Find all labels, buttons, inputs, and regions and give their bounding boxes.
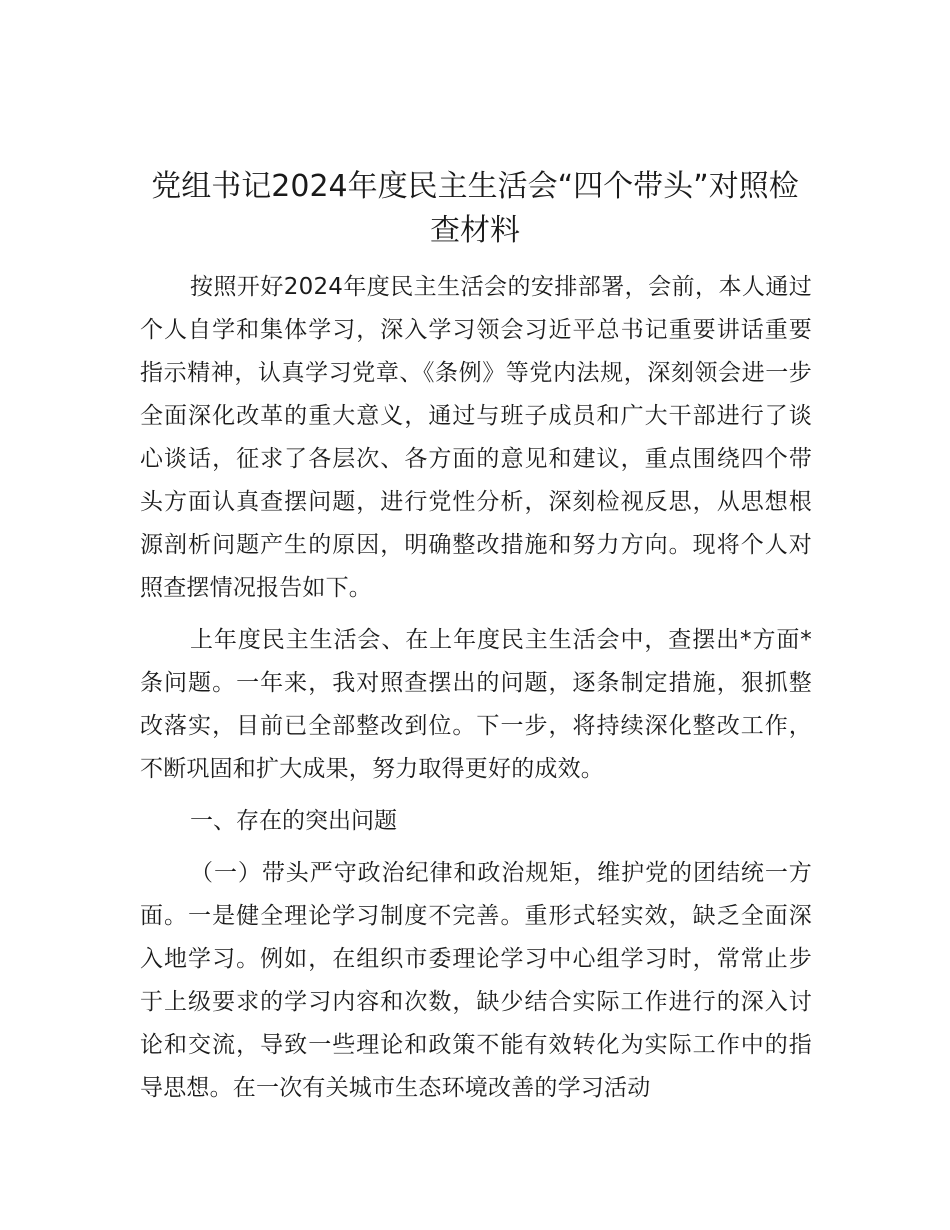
paragraph-section-one: （一）带头严守政治纪律和政治规矩，维护党的团结统一方面。一是健全理论学习制度不完善。重形式轻实效，缺乏全面深入地学习。例如，在组织市委理论学习中心组学习时，常常止步于上级要求的学习内容和次数，缺少结合实际工作进行的深入讨论和交流，导致一些理论和政策不能有效转化为实际工作中的指导思想。在一次有关城市生态环境改善的学习活动 [140,860,812,1101]
section-heading: 一、存在的突出问题 [190,808,397,834]
paragraph-previous-issues: 上年度民主生活会、在上年度民主生活会中，查摆出*方面*条问题。一年来，我对照查摆出的问题，逐条制定措施，狠抓整改落实，目前已全部整改到位。下一步，将持续深化整改工作，不断巩固和扩大成果，努力取得更好的成效。 [140,627,812,782]
document-body [140,266,812,1119]
document-title: 党组书记2024年度民主生活会“四个带头”对照检查材料 [151,169,799,248]
paragraph-intro: 按照开好2024年度民主生活会的安排部署，会前，本人通过个人自学和集体学习，深入学习领会习近平总书记重要讲话重要指示精神，认真学习党章、《条例》等党内法规，深刻领会进一步全面深化改革的重大意义，通过与班子成员和广大干部进行了谈心谈话，征求了各层次、各方面的意见和建议，重点围绕四个带头方面认真查摆问题，进行党性分析，深刻检视反思，从思想根源剖析问题产生的原因，明确整改措施和努力方向。现将个人对照查摆情况报告如下。 [140,274,812,601]
